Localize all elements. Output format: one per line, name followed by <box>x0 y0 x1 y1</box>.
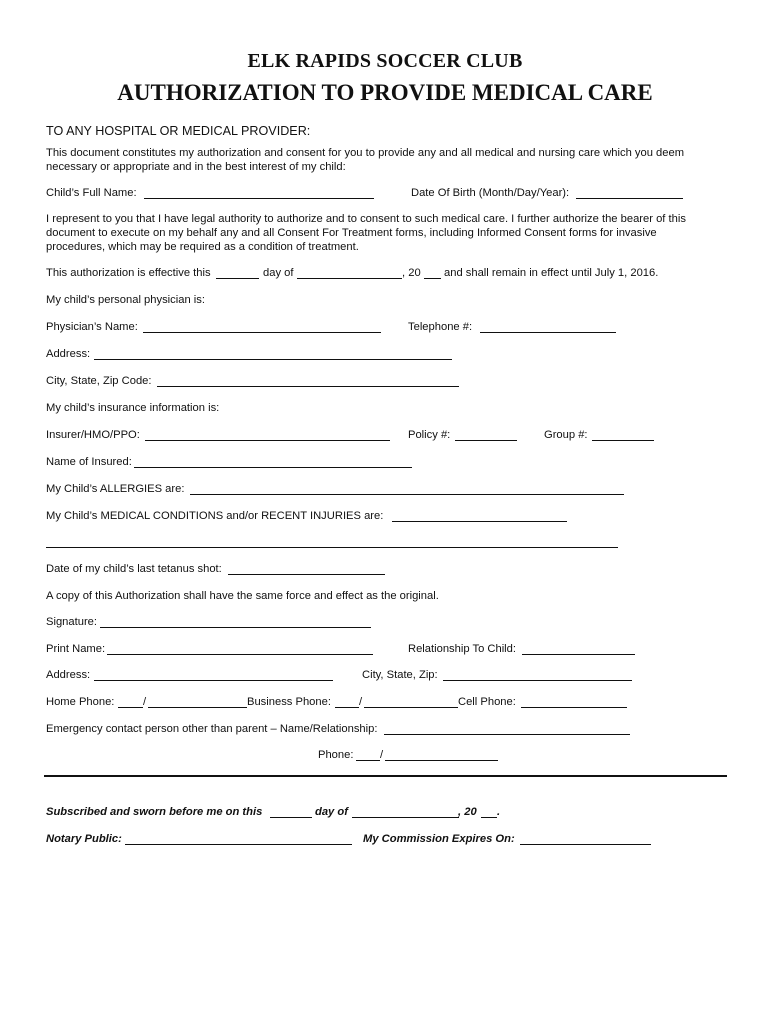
emergency-phone-label: Phone: <box>318 749 354 761</box>
emergency-contact-field[interactable] <box>384 734 630 735</box>
child-name-label: Child’s Full Name: <box>46 187 137 199</box>
physician-intro: My child’s personal physician is: <box>46 294 205 306</box>
physician-address-label: Address: <box>46 348 91 360</box>
signature-field[interactable] <box>100 627 371 628</box>
insurer-field[interactable] <box>145 440 390 441</box>
signer-city-label: City, State, Zip: <box>362 669 438 681</box>
effective-year-field[interactable] <box>424 278 441 279</box>
subscribed-text-1: Subscribed and sworn before me on this <box>46 806 263 818</box>
policy-field[interactable] <box>455 440 517 441</box>
physician-city-field[interactable] <box>157 386 459 387</box>
relationship-label: Relationship To Child: <box>408 643 517 655</box>
form-title: AUTHORIZATION TO PROVIDE MEDICAL CARE <box>117 80 653 105</box>
subscribed-year-field[interactable] <box>481 817 497 818</box>
conditions-field[interactable] <box>392 521 567 522</box>
conditions-field-line-2[interactable] <box>46 547 618 548</box>
insurance-intro: My child’s insurance information is: <box>46 402 220 414</box>
emergency-phone-slash: / <box>380 749 384 761</box>
tetanus-field[interactable] <box>228 574 385 575</box>
home-phone-slash: / <box>143 696 147 708</box>
addressee-heading: TO ANY HOSPITAL OR MEDICAL PROVIDER: <box>46 124 311 138</box>
group-label: Group #: <box>544 429 588 441</box>
physician-city-label: City, State, Zip Code: <box>46 375 152 387</box>
commission-expires-field[interactable] <box>520 844 651 845</box>
notary-public-field[interactable] <box>125 844 352 845</box>
effective-text-2: day of <box>263 267 294 279</box>
print-name-label: Print Name: <box>46 643 106 655</box>
home-phone-number-field[interactable] <box>148 707 247 708</box>
cell-phone-field[interactable] <box>521 707 627 708</box>
group-field[interactable] <box>592 440 654 441</box>
allergies-field[interactable] <box>190 494 624 495</box>
print-name-field[interactable] <box>107 654 373 655</box>
signature-label: Signature: <box>46 616 97 628</box>
home-phone-area-field[interactable] <box>118 707 143 708</box>
insured-name-label: Name of Insured: <box>46 456 132 468</box>
signer-address-field[interactable] <box>94 680 333 681</box>
effective-text-4: and shall remain in effect until July 1, 2016. <box>444 267 659 279</box>
physician-name-label: Physician’s Name: <box>46 321 138 333</box>
copy-notice: A copy of this Authorization shall have the same force and effect as the original. <box>46 590 439 602</box>
business-phone-area-field[interactable] <box>335 707 359 708</box>
business-phone-number-field[interactable] <box>364 707 458 708</box>
child-name-field[interactable] <box>144 198 374 199</box>
dob-label: Date Of Birth (Month/Day/Year): <box>411 187 570 199</box>
home-phone-label: Home Phone: <box>46 696 115 708</box>
tetanus-label: Date of my child’s last tetanus shot: <box>46 563 222 575</box>
business-phone-label: Business Phone: <box>247 696 331 708</box>
commission-expires-label: My Commission Expires On: <box>363 833 515 845</box>
effective-text-3: , 20 <box>402 267 421 279</box>
subscribed-text-3: , 20 <box>458 806 477 818</box>
insured-name-field[interactable] <box>134 467 412 468</box>
insurer-label: Insurer/HMO/PPO: <box>46 429 140 441</box>
subscribed-text-2: day of <box>315 806 348 818</box>
subscribed-day-field[interactable] <box>270 817 312 818</box>
cell-phone-label: Cell Phone: <box>458 696 516 708</box>
policy-label: Policy #: <box>408 429 451 441</box>
consent-paragraph: This document constitutes my authorization and consent for you to provide any and all medical and nursing care which you deem necessary or appropriate and in the best interest of my child: <box>46 147 685 173</box>
effective-day-field[interactable] <box>216 278 259 279</box>
club-name: ELK RAPIDS SOCCER CLUB <box>247 50 523 72</box>
conditions-label: My Child’s MEDICAL CONDITIONS and/or RECENT INJURIES are: <box>46 510 384 522</box>
allergies-label: My Child’s ALLERGIES are: <box>46 483 185 495</box>
emergency-phone-area-field[interactable] <box>356 760 380 761</box>
dob-field[interactable] <box>576 198 683 199</box>
section-divider <box>44 775 727 777</box>
physician-telephone-label: Telephone #: <box>408 321 473 333</box>
authority-paragraph: I represent to you that I have legal authority to authorize and to consent to such medical care. I further authorize the bearer of this document to execute on my behalf any and all Consent For Treatment forms, including Informed Consent forms for invasive procedures, which may be required as a condition of treatment. <box>46 213 686 253</box>
emergency-phone-number-field[interactable] <box>385 760 498 761</box>
signer-address-label: Address: <box>46 669 91 681</box>
subscribed-month-field[interactable] <box>352 817 459 818</box>
physician-address-field[interactable] <box>94 359 452 360</box>
notary-public-label: Notary Public: <box>46 833 122 845</box>
subscribed-period: . <box>497 806 501 818</box>
business-phone-slash: / <box>359 696 363 708</box>
effective-text-1: This authorization is effective this <box>46 267 211 279</box>
relationship-field[interactable] <box>522 654 635 655</box>
physician-name-field[interactable] <box>143 332 381 333</box>
emergency-contact-label: Emergency contact person other than parent – Name/Relationship: <box>46 723 378 735</box>
signer-city-field[interactable] <box>443 680 632 681</box>
effective-month-field[interactable] <box>297 278 402 279</box>
physician-telephone-field[interactable] <box>480 332 616 333</box>
